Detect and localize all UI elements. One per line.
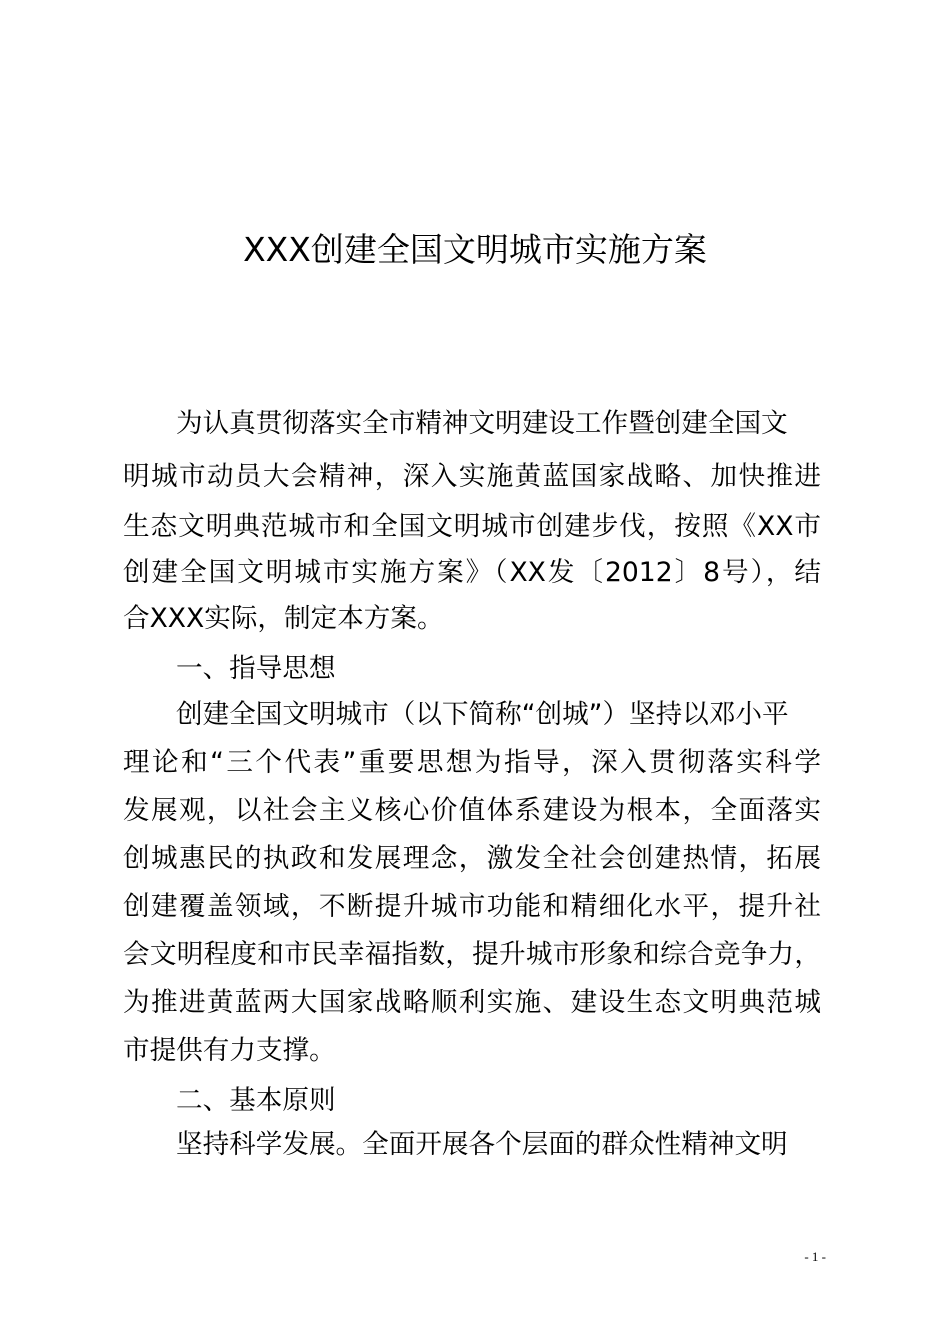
body-line: 会文明程度和市民幸福指数，提升城市形象和综合竞争力， xyxy=(123,939,821,970)
body-line: 创建覆盖领域，不断提升城市功能和精细化水平，提升社 xyxy=(123,891,821,922)
body-line: 合XXX实际，制定本方案。 xyxy=(123,603,444,634)
body-line: 创建全国文明城市实施方案》（XX发〔2012〕8号），结 xyxy=(123,557,821,588)
section-heading: 一、指导思想 xyxy=(176,653,336,684)
body-line: 创城惠民的执政和发展理念，激发全社会创建热情，拓展 xyxy=(123,843,821,874)
body-line: 为认真贯彻落实全市精神文明建设工作暨创建全国文 xyxy=(176,408,788,439)
section-heading: 二、基本原则 xyxy=(176,1085,336,1116)
page-number: - 1 - xyxy=(804,1249,826,1264)
body-line: 明城市动员大会精神，深入实施黄蓝国家战略、加快推进 xyxy=(123,461,821,492)
body-line: 坚持科学发展。全面开展各个层面的群众性精神文明 xyxy=(176,1129,788,1160)
body-line: 市提供有力支撑。 xyxy=(123,1035,336,1066)
body-line: 创建全国文明城市（以下简称“创城”）坚持以邓小平 xyxy=(176,699,789,730)
body-line: 生态文明典范城市和全国文明城市创建步伐，按照《XX市 xyxy=(123,511,821,542)
document-title: XXX创建全国文明城市实施方案 xyxy=(243,230,707,269)
body-line: 为推进黄蓝两大国家战略顺利实施、建设生态文明典范城 xyxy=(123,987,821,1018)
body-line: 理论和“三个代表”重要思想为指导，深入贯彻落实科学 xyxy=(123,747,821,778)
body-line: 发展观，以社会主义核心价值体系建设为根本，全面落实 xyxy=(123,795,821,826)
